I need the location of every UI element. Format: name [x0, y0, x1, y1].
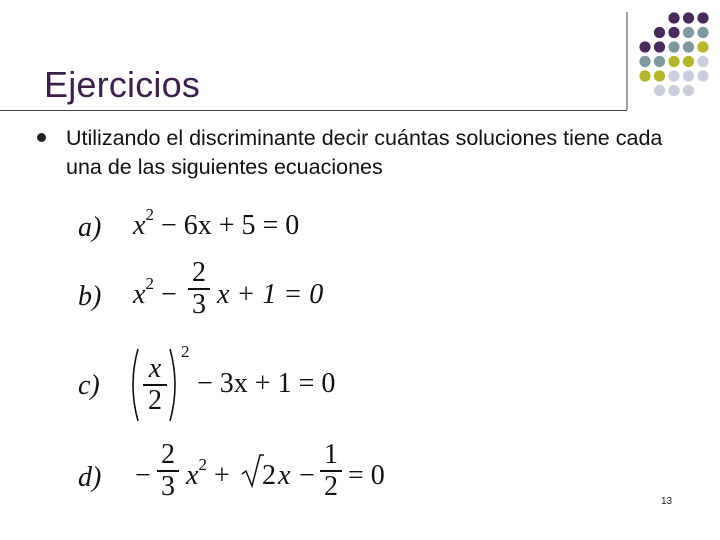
variable-x: x: [186, 460, 199, 491]
numerator: 2: [192, 257, 206, 288]
fraction-two-thirds: [157, 440, 179, 502]
equation-b-head: [133, 273, 177, 311]
equation-b: [78, 281, 101, 313]
decorative-dot: [683, 12, 694, 23]
decorative-dot: [668, 12, 679, 23]
decorative-dot: [683, 85, 694, 96]
decorative-dot: [683, 56, 694, 67]
equation-d-tail: = 0: [348, 460, 385, 491]
minus-sign: −: [160, 279, 177, 310]
exponent: 2: [198, 454, 207, 474]
equation-a: [78, 212, 101, 244]
decorative-dot: [683, 70, 694, 81]
denominator: 2: [148, 384, 162, 416]
equation-terms: − 3x + 1 = 0: [197, 368, 336, 399]
decorative-dot: [697, 41, 708, 52]
plus-sign: +: [213, 460, 230, 491]
page-number: 13: [661, 496, 673, 507]
decorative-dot: [639, 56, 650, 67]
decorative-dot: [654, 85, 665, 96]
decorative-dot: [668, 41, 679, 52]
decorative-dot: [654, 41, 665, 52]
decorative-dot: [668, 85, 679, 96]
decorative-dot: [697, 12, 708, 23]
bullet-icon: [37, 133, 46, 142]
decorative-dot: [654, 56, 665, 67]
title-divider: [0, 110, 627, 111]
equation-terms: x + 1 = 0: [217, 279, 324, 310]
equation-a-body: [133, 204, 300, 242]
decorative-dot: [654, 27, 665, 38]
equation-label: c): [78, 370, 100, 401]
equation-d-x: x −: [278, 460, 317, 491]
decorative-dot: [639, 70, 650, 81]
fraction-one-half: [320, 440, 342, 502]
equation-label: d): [78, 462, 102, 493]
equation-d: [78, 462, 101, 494]
decorative-dot: [654, 70, 665, 81]
numerator: x: [148, 353, 162, 384]
exponent: 2: [181, 342, 190, 361]
exponent: 2: [145, 204, 154, 224]
variable-x: x: [133, 279, 146, 310]
fraction-x-over-2: [143, 354, 167, 416]
numerator: 2: [161, 439, 175, 470]
decorative-dot: [697, 27, 708, 38]
decorative-dot: [668, 70, 679, 81]
decorative-dot: [697, 56, 708, 67]
denominator: 3: [161, 470, 175, 502]
decorative-dot: [683, 27, 694, 38]
equation-terms: − 6x + 5 = 0: [160, 210, 300, 241]
denominator: 3: [192, 288, 206, 320]
equation-label: a): [78, 212, 102, 243]
decorative-dot: [697, 70, 708, 81]
exponent: 2: [145, 273, 154, 293]
denominator: 2: [324, 470, 338, 502]
decorative-dot: [683, 41, 694, 52]
decorative-dot: [668, 56, 679, 67]
square-root-icon: [240, 452, 264, 490]
equation-b-tail: [217, 279, 323, 311]
equation-c: [78, 370, 100, 402]
fraction-two-thirds: [188, 258, 210, 320]
instruction-text: Utilizando el discriminante decir cuántas soluciones tiene cada una de las siguientes ecuaciones: [66, 126, 663, 179]
leading-minus: −: [135, 460, 151, 491]
variable-x: x: [133, 210, 146, 241]
sqrt-argument: 2: [262, 460, 276, 491]
decorative-dot: [639, 41, 650, 52]
equation-label: b): [78, 281, 102, 312]
equation-d-mid: [186, 454, 230, 492]
equation-c-tail: [197, 368, 335, 400]
slide-title: Ejercicios: [44, 64, 201, 105]
decorative-dot: [668, 27, 679, 38]
numerator: 1: [324, 439, 338, 470]
